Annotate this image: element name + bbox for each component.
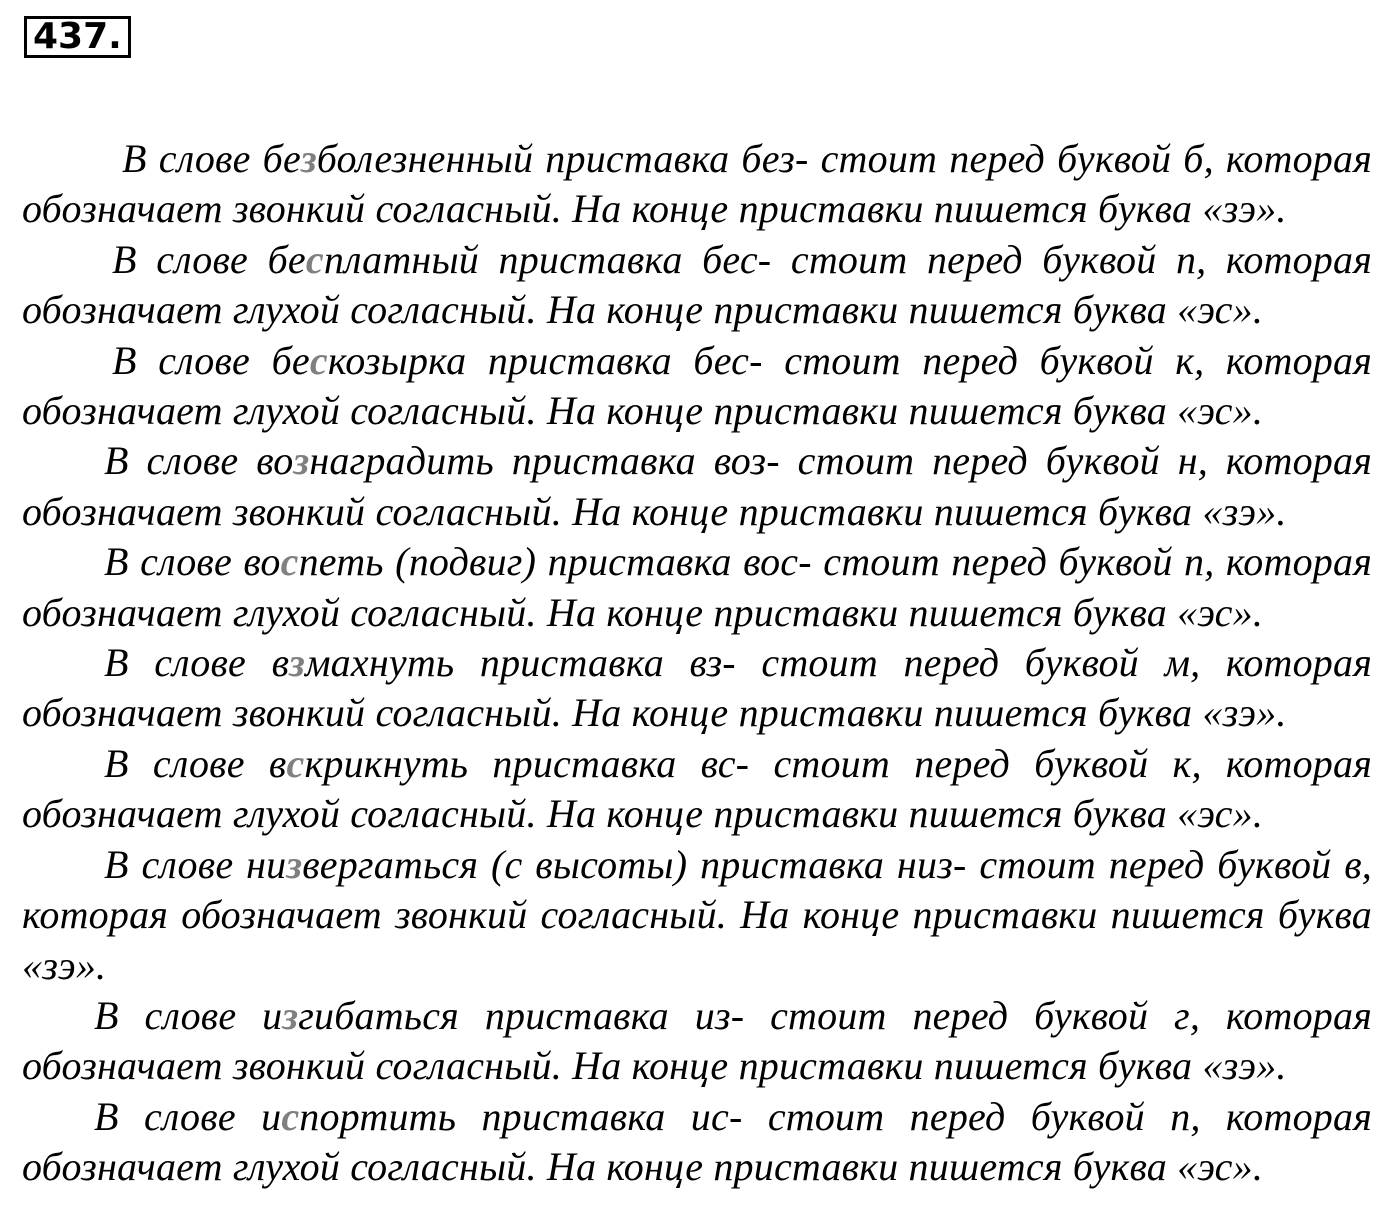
paragraph — [22, 336, 1372, 437]
paragraph-text-start: В слове в — [104, 640, 290, 686]
paragraph-text-end: вергаться (с высоты) приставка низ- стоит перед буквой в, которая обозначает звонкий согласный. На конце приставки пишется буква «зэ». — [22, 841, 1372, 988]
highlighted-letter: з — [282, 992, 299, 1038]
paragraph — [22, 638, 1372, 739]
paragraph-text-end: болезненный приставка без- стоит перед буквой б, которая обозначает звонкий согласный. На конце приставки пишется буква «зэ». — [22, 136, 1372, 232]
paragraph — [22, 134, 1372, 235]
highlighted-letter: с — [305, 236, 324, 282]
highlighted-letter: з — [300, 136, 317, 181]
paragraph-text-end: махнуть приставка вз- стоит перед буквой м, которая обозначает звонкий согласный. На конце приставки пишется буква «зэ». — [22, 640, 1373, 736]
highlighted-letter: з — [289, 640, 305, 686]
paragraph-text-end: платный приставка бес- стоит перед буквой п, которая обозначает глухой согласный. На конце приставки пишется буква «эс». — [22, 236, 1372, 333]
paragraph — [22, 840, 1372, 991]
paragraph — [22, 991, 1372, 1092]
highlighted-letter: з — [286, 841, 303, 887]
highlighted-letter: с — [281, 1093, 300, 1139]
paragraph-text-start: В слове бе — [122, 136, 301, 181]
paragraph-text-start: В слове во — [104, 438, 294, 484]
paragraph — [22, 436, 1372, 537]
answer-text — [22, 134, 1372, 1193]
paragraph-text-end: козырка приставка бес- стоит перед буквой к, которая обозначает глухой согласный. На конце приставки пишется буква «эс». — [22, 337, 1373, 434]
highlighted-letter: з — [293, 438, 310, 484]
paragraph-text-end: гибаться приставка из- стоит перед буквой г, которая обозначает звонкий согласный. На конце приставки пишется буква «зэ». — [22, 992, 1372, 1089]
highlighted-letter: с — [280, 539, 299, 585]
paragraph-text-start: В слове ни — [104, 841, 287, 887]
paragraph — [22, 537, 1372, 638]
highlighted-letter: с — [309, 337, 328, 383]
paragraph-text-end: петь (подвиг) приставка вос- стоит перед буквой п, которая обозначает глухой согласный. На конце приставки пишется буква «эс». — [22, 539, 1372, 635]
paragraph-text-end: наградить приставка воз- стоит перед буквой н, которая обозначает звонкий согласный. На конце приставки пишется буква «зэ». — [22, 438, 1372, 534]
paragraph-text-start: В слове и — [94, 1093, 282, 1139]
exercise-number-box — [24, 16, 131, 58]
paragraph-text-end: портить приставка ис- стоит перед буквой п, которая обозначает глухой согласный. На конце приставки пишется буква «эс». — [22, 1093, 1372, 1190]
paragraph — [22, 235, 1372, 336]
paragraph-text-end: крикнуть приставка вс- стоит перед буквой к, которая обозначает глухой согласный. На конце приставки пишется буква «эс». — [22, 740, 1372, 837]
paragraph-text-start: В слове бе — [112, 236, 306, 282]
highlighted-letter: с — [286, 740, 305, 786]
paragraph-text-start: В слове бе — [112, 337, 310, 383]
paragraph-text-start: В слове и — [94, 992, 283, 1038]
paragraph-text-start: В слове в — [104, 740, 287, 786]
paragraph — [22, 1092, 1372, 1193]
paragraph-text-start: В слове во — [104, 539, 281, 585]
exercise-number: 437. — [33, 16, 122, 57]
paragraph — [22, 739, 1372, 840]
